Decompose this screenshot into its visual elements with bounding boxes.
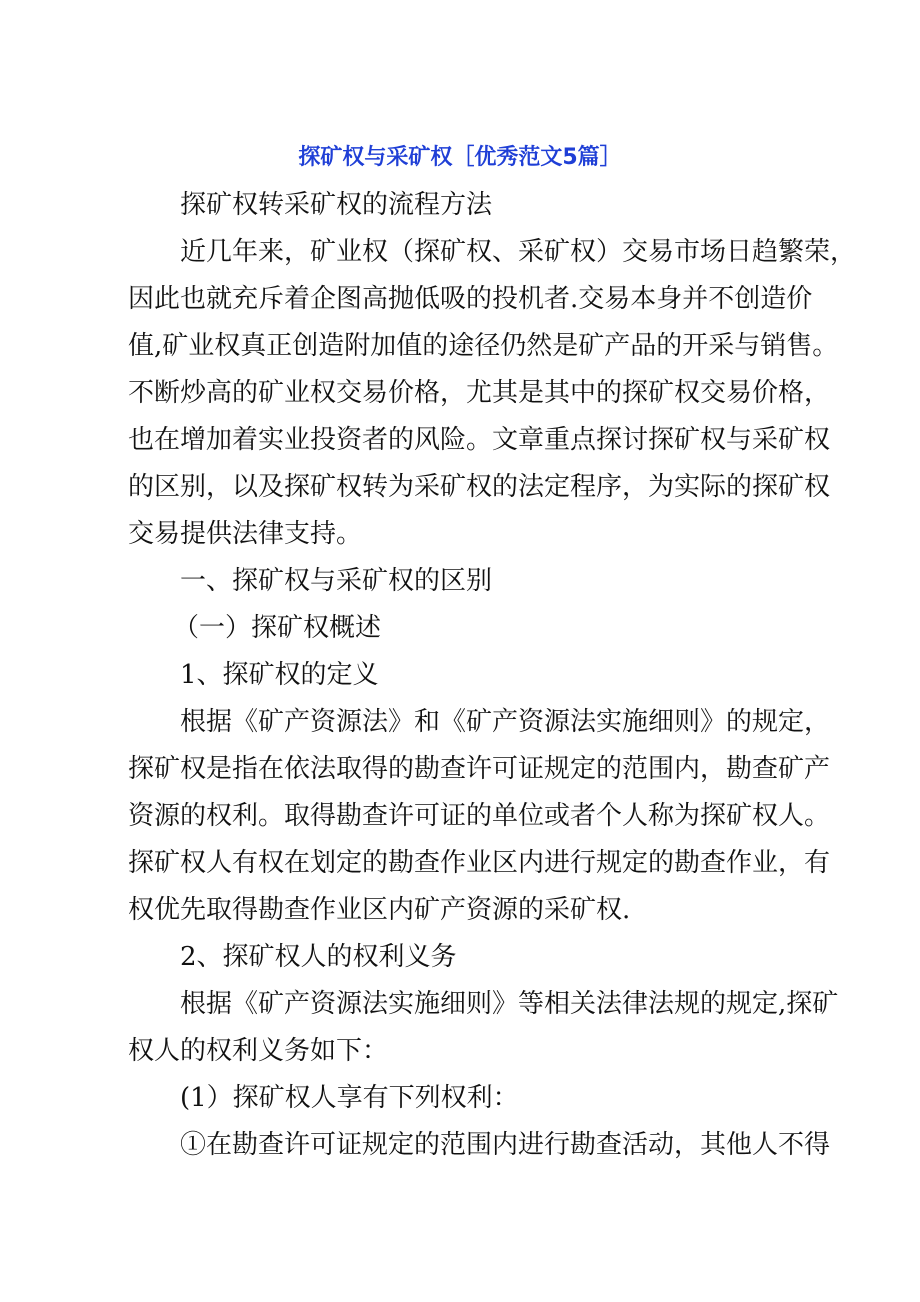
section-heading: 一、探矿权与采矿权的区别 xyxy=(180,566,493,596)
paragraph-line: 探矿权人有权在划定的勘查作业区内进行规定的勘查作业，有 xyxy=(128,848,831,878)
document-body xyxy=(128,182,857,1169)
paragraph-line: 权人的权利义务如下： xyxy=(128,1036,389,1066)
paragraph-line: 近几年来，矿业权（探矿权、采矿权）交易市场日趋繁荣， xyxy=(180,237,857,267)
list-heading: (1）探矿权人享有下列权利： xyxy=(180,1083,519,1113)
paragraph-line: 因此也就充斥着企图高抛低吸的投机者.交易本身并不创造价 xyxy=(128,284,813,314)
paragraph-line: 资源的权利。取得勘查许可证的单位或者个人称为探矿权人。 xyxy=(128,801,831,831)
paragraph-line: 不断炒高的矿业权交易价格，尤其是其中的探矿权交易价格， xyxy=(128,378,831,408)
subsection-heading: （一）探矿权概述 xyxy=(173,613,382,643)
paragraph-line: 值,矿业权真正创造附加值的途径仍然是矿产品的开采与销售。 xyxy=(128,331,839,361)
list-item: ①在勘查许可证规定的范围内进行勘查活动，其他人不得 xyxy=(180,1130,831,1160)
numbered-heading: 1、探矿权的定义 xyxy=(180,660,379,690)
paragraph-line: 的区别，以及探矿权转为采矿权的法定程序，为实际的探矿权 xyxy=(128,472,831,502)
paragraph-line: 探矿权转采矿权的流程方法 xyxy=(180,190,493,220)
paragraph-line: 探矿权是指在依法取得的勘查许可证规定的范围内，勘查矿产 xyxy=(128,754,831,784)
paragraph-line: 根据《矿产资源法实施细则》等相关法律法规的规定,探矿 xyxy=(180,989,839,1019)
numbered-heading: 2、探矿权人的权利义务 xyxy=(180,942,457,972)
paragraph-line: 根据《矿产资源法》和《矿产资源法实施细则》的规定， xyxy=(180,707,831,737)
paragraph-line: 也在增加着实业投资者的风险。文章重点探讨探矿权与采矿权 xyxy=(128,425,831,455)
paragraph-line: 权优先取得勘查作业区内矿产资源的采矿权. xyxy=(128,895,631,925)
document-title: 探矿权与采矿权［优秀范文5篇］ xyxy=(298,145,622,170)
paragraph-line: 交易提供法律支持。 xyxy=(128,519,363,549)
